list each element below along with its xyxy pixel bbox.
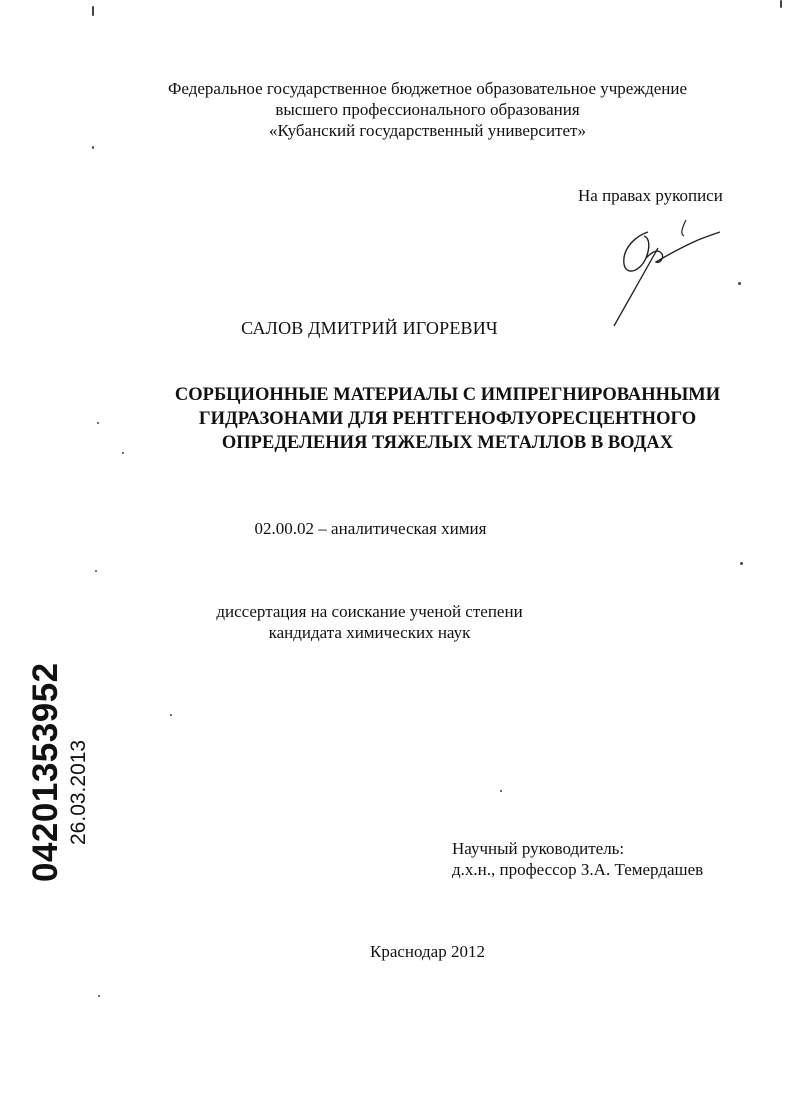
title-line-1: СОРБЦИОННЫЕ МАТЕРИАЛЫ С ИМПРЕГНИРОВАННЫМИ [174,385,721,405]
institution-line-1: Федеральное государственное бюджетное образовательное учреждение [167,79,688,98]
specialty-code: 02.00.02 – аналитическая химия [254,519,487,538]
institution-line-2: высшего профессионального образования [275,100,580,119]
scan-speck [170,714,172,716]
dissertation-title [50,383,795,455]
scan-speck [98,995,100,997]
scan-speck [122,452,124,454]
supervisor-block [452,838,703,880]
scan-speck [738,282,741,285]
manuscript-note: На правах рукописи [578,186,723,205]
degree-statement [0,601,767,643]
scan-speck [97,422,99,424]
city-year: Краснодар 2012 [370,942,485,961]
scan-speck [780,0,782,8]
signature-icon [600,218,730,333]
supervisor-name: д.х.н., профессор З.А. Темердашев [452,860,704,879]
scan-speck [95,570,97,572]
scan-speck [92,146,94,149]
title-line-2: ГИДРАЗОНАМИ ДЛЯ РЕНТГЕНОФЛУОРЕСЦЕНТНОГО [198,409,697,429]
scan-speck [92,6,94,16]
scan-speck [740,562,743,565]
supervisor-label: Научный руководитель: [452,839,625,858]
degree-line-2: кандидата химических наук [268,623,471,642]
library-stamp-id: 04201353952 [26,662,65,882]
library-stamp-date: 26.03.2013 [67,739,90,845]
title-line-3: ОПРЕДЕЛЕНИЯ ТЯЖЕЛЫХ МЕТАЛЛОВ В ВОДАХ [221,433,674,453]
scan-speck [500,790,502,792]
author-name: САЛОВ ДМИТРИЙ ИГОРЕВИЧ [241,318,498,338]
institution-line-3: «Кубанский государственный университет» [269,121,586,140]
institution-header [30,78,795,141]
degree-line-1: диссертация на соискание ученой степени [216,602,523,621]
